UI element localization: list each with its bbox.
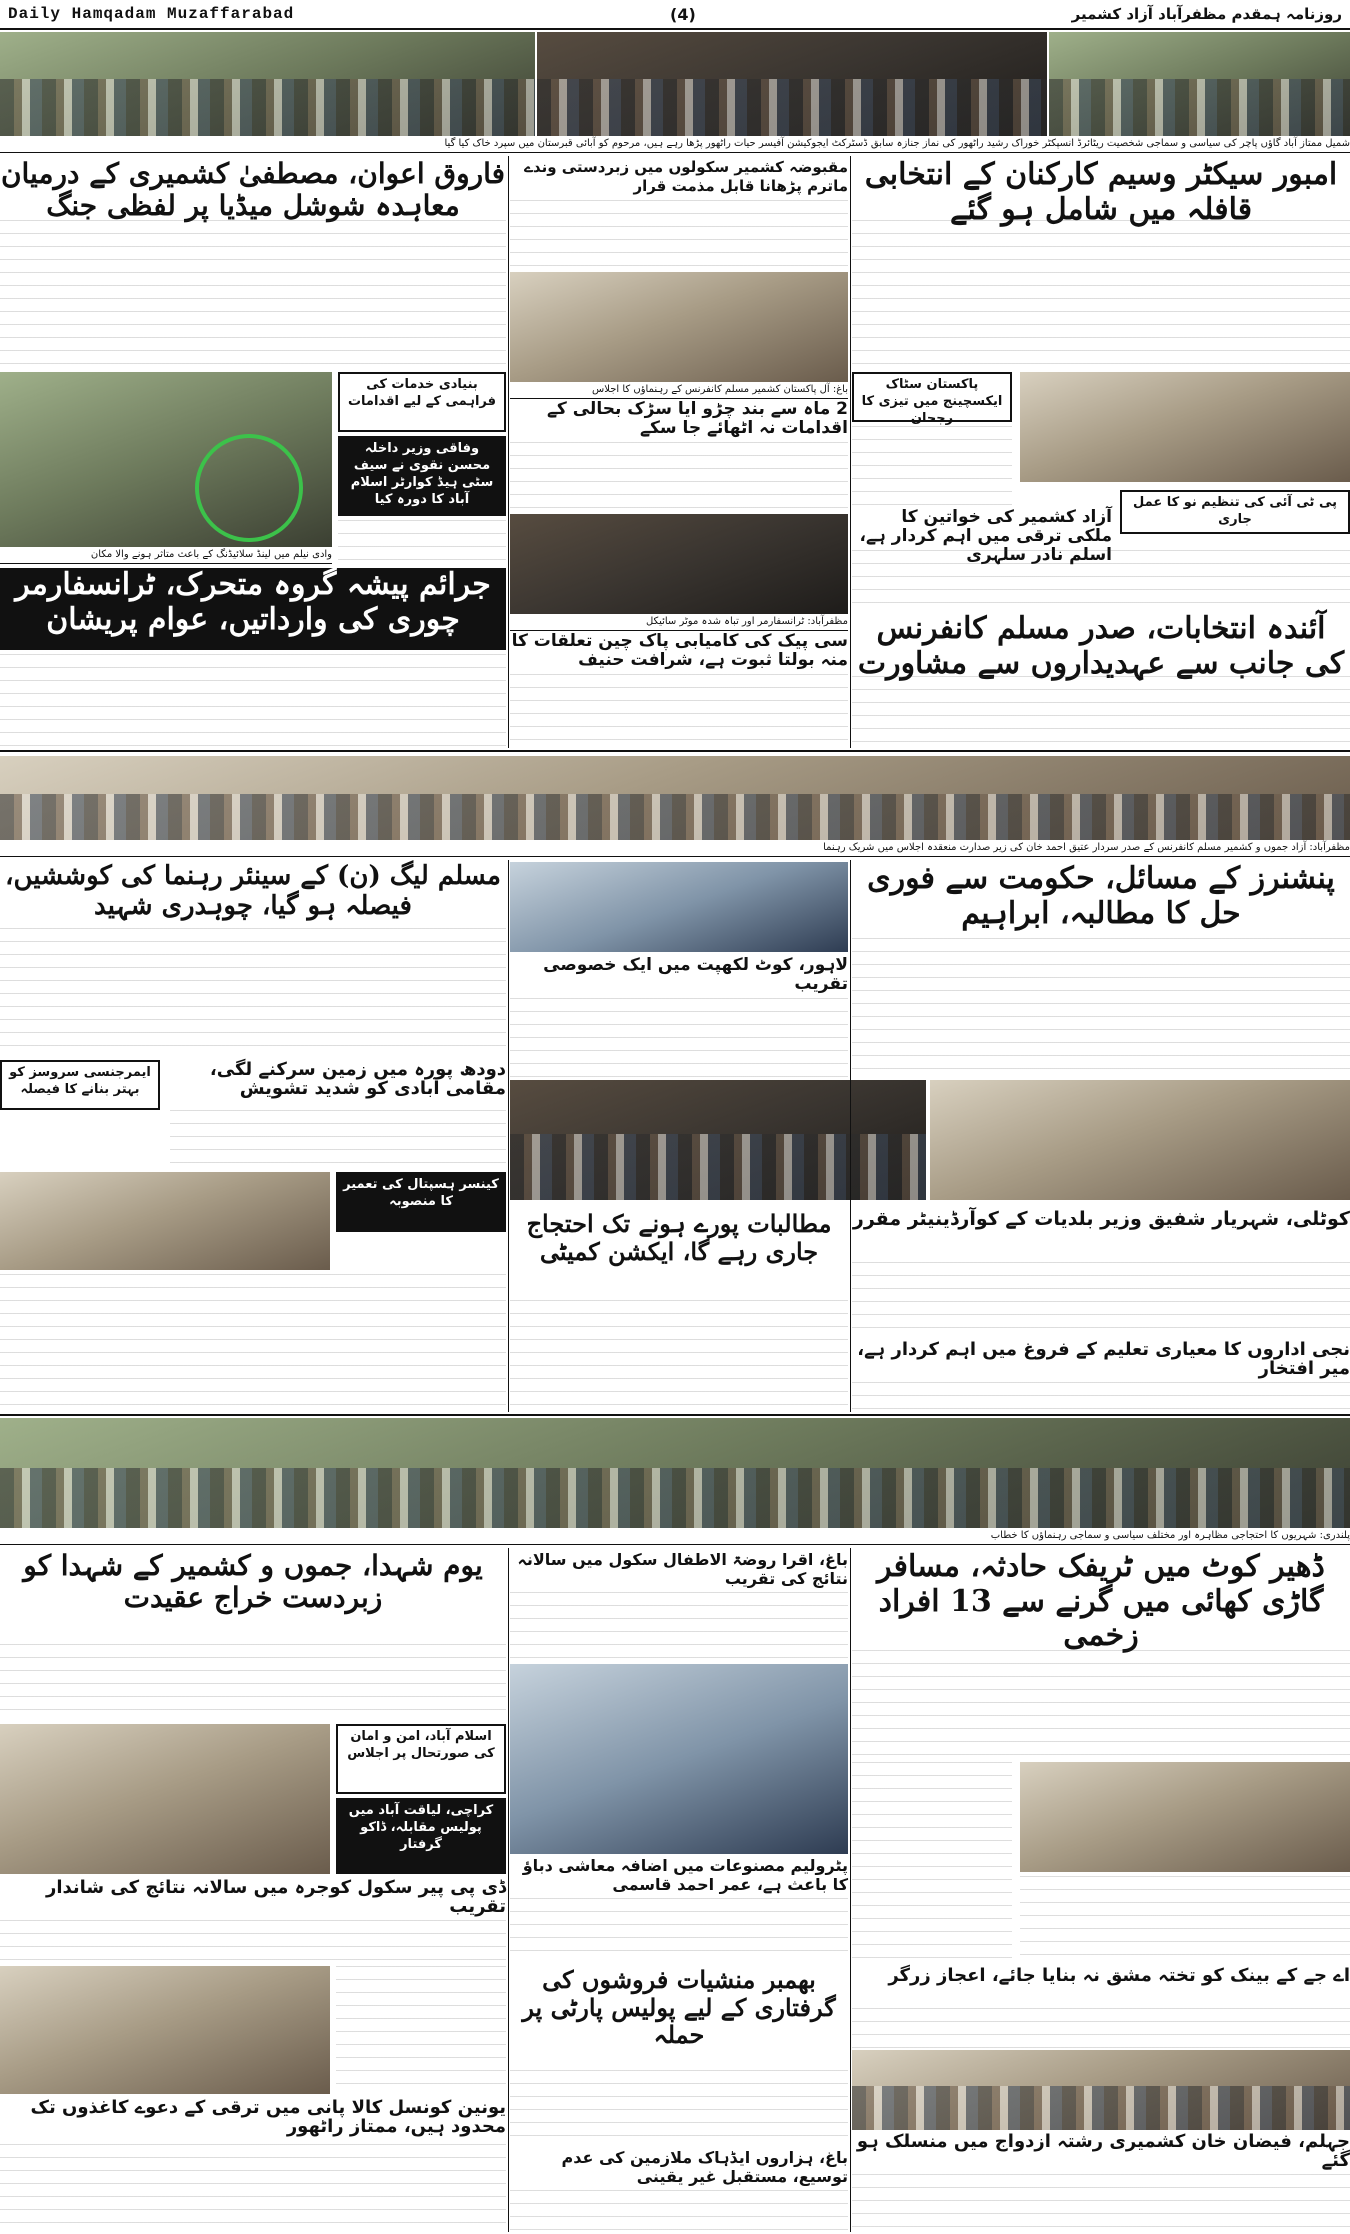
article-5-body (510, 200, 848, 270)
photo-office-meeting (1020, 1762, 1350, 1872)
mid-banner-caption: مظفرآباد: آزاد جموں و کشمیر مسلم کانفرنس کے صدر سردار عتیق احمد خان کی زیر صدارت منعقدہ اجلاس میں شریک رہنما (0, 842, 1350, 857)
caption-transformer: مظفرآباد: ٹرانسفارمر اور تباہ شدہ موٹر سائیکل (510, 616, 848, 631)
article-29-body (510, 2070, 848, 2146)
box-pti: پی ٹی آئی کی تنظیم نو کا عمل جاری (1120, 490, 1350, 534)
column-rule (508, 1548, 509, 2232)
article-14-body (0, 928, 506, 1058)
mid-banner-photo (0, 756, 1350, 840)
page-number: (4) (670, 4, 696, 24)
article-10-body (0, 654, 506, 746)
headline-3: جرائم پیشہ گروہ متحرک، ٹرانسفارمر چوری کی وارداتیں، عوام پریشان (0, 568, 506, 650)
banner-caption: شمیل ممتاز آباد گاؤں پاچر کی سیاسی و سماجی شخصیت ریٹائرڈ انسپکٹر خوراک رشید راٹھور کی نماز جنازہ سابق ڈسٹرکٹ ایجوکیشن آفیسر حیات راٹھور پڑھا رہے ہیں، مرحوم کو آبائی قبرستان میں سپرد خاک کیا گیا (0, 138, 1350, 153)
subhead-union-council: یونین کونسل کالا پانی میں ترقی کے دعوے کاغذوں تک محدود ہیں، ممتاز راٹھور (30, 2097, 506, 2137)
article-30-body (510, 2190, 848, 2230)
photo-hall (510, 1080, 926, 1200)
subhead-road: 2 ماہ سے بند چڑو ایا سڑک بحالی کے اقدامات نہ اٹھائے جا سکے (546, 399, 848, 438)
photo-result-ceremony (510, 1664, 848, 1854)
column-rule (850, 156, 851, 748)
urdu-title: روزنامہ ہمقدم مظفرآباد آزاد کشمیر (1071, 5, 1342, 23)
photo-wedding (852, 2050, 1350, 2130)
article-13-body (510, 998, 848, 1078)
article-20-body (852, 1650, 1350, 1760)
article-6-body (510, 442, 848, 512)
headline-1: امبور سیکٹر وسیم کارکنان کے انتخابی قافلہ میں شامل ہو گئے (864, 157, 1338, 227)
box-islamabad: اسلام آباد، امن و امان کی صورتحال پر اجلاس (336, 1724, 506, 1794)
box-services: بنیادی خدمات کی فراہمی کے لیے اقدامات (338, 372, 506, 432)
divider (0, 1414, 1350, 1416)
subhead-dpp-school: ڈی پی پیر سکول کوجرہ میں سالانہ نتائج کی شاندار تقریب (45, 1877, 506, 1917)
subhead-school-results: باغ، اقرا روضۃ الاطفال سکول میں سالانہ نتائج کی تقریب (517, 1550, 848, 1588)
box-stock-exchange: پاکستان سٹاک ایکسچینج میں تیزی کا رجحان (852, 372, 1012, 422)
article-26-body (0, 1920, 506, 1962)
headline-7: مطالبات پورے ہونے تک احتجاج جاری رہے گا، ایکشن کمیٹی (526, 1209, 832, 1266)
photo-women-event (1020, 372, 1350, 482)
banner-photo-left (0, 32, 535, 136)
subhead-ajk-bank: اے جے کے بینک کو تختہ مشق نہ بنایا جائے، اعجاز زرگر (888, 1965, 1350, 1986)
masthead (0, 0, 1350, 30)
article-16-body (852, 1262, 1350, 1338)
headline-2: فاروق اعوان، مصطفیٰ کشمیری کے درمیان معاہدہ شوشل میڈیا پر لفظی جنگ (0, 157, 506, 223)
subhead-cpec: سی پیک کی کامیابی پاک چین تعلقات کا منہ بولتا ثبوت ہے، شرافت حنیف (511, 631, 848, 670)
article-18-body (510, 1300, 848, 1412)
headline-10: بھمبر منشیات فروشوں کی گرفتاری کے لیے پولیس پارٹی پر حملہ (522, 1965, 836, 2050)
photo-meeting (510, 272, 848, 382)
photo-garlands (0, 1724, 330, 1874)
headline-9: ڈھیر کوٹ میں ٹریفک حادثہ، مسافر گاڑی کھائی میں گرنے سے 13 افراد زخمی (877, 1549, 1325, 1653)
article-8-body (0, 220, 506, 370)
headline-5: پنشنرز کے مسائل، حکومت سے فوری حل کا مطالبہ، ابراہیم (867, 861, 1335, 931)
subhead-women-role: آزاد کشمیر کی خواتین کا ملکی ترقی میں اہم کردار ہے، اسلم نادر سلہری (859, 507, 1112, 565)
photo-transformer (510, 514, 848, 614)
caption-landslide: وادی نیلم میں لینڈ سلائیڈنگ کے باعث متاثر ہونے والا مکان (0, 549, 332, 564)
subhead-land-slide: دودھ پورہ میں زمین سرکنے لگی، مقامی آبادی کو شدید تشویش (209, 1059, 506, 1099)
article-27-body (852, 2008, 1350, 2048)
article-2-body (852, 426, 1012, 506)
subhead-wedding: جہلم، فیضان خان کشمیری رشتہ ازدواج میں منسلک ہو گئے (856, 2131, 1350, 2171)
article-17-body (852, 1382, 1350, 1412)
photo-landslide (0, 372, 332, 547)
column-rule (850, 860, 851, 1412)
column-rule (850, 1548, 851, 2232)
article-21-body (852, 1762, 1012, 1962)
banner-photo-center (537, 32, 1047, 136)
article-24-body (510, 1898, 848, 1962)
subhead-vande-mataram: مقبوضہ کشمیر سکولوں میں زبردستی وندے ماترم پڑھانا قابل مذمت قرار (524, 158, 848, 195)
lower-banner-caption: پلندری: شہریوں کا احتجاجی مظاہرہ اور مختلف سیاسی و سماجی رہنماؤں کا خطاب (0, 1530, 1350, 1545)
article-15-body (170, 1110, 506, 1170)
article-22-body (1020, 1876, 1350, 1962)
box-safe-city: وفاقی وزیر داخلہ محسن نقوی نے سیف سٹی ہیڈ کوارٹر اسلام آباد کا دورہ کیا (338, 436, 506, 516)
subhead-petroleum: پٹرولیم مصنوعات میں اضافہ معاشی دباؤ کا باعث ہے، عمر احمد قاسمی (522, 1856, 848, 1894)
headline-6: مسلم لیگ (ن) کے سینئر رہنما کی کوششیں، فیصلہ ہو گیا، چوہدری شہید (5, 861, 501, 921)
photo-religious-leaders (510, 862, 848, 952)
photo-speakers (930, 1080, 1350, 1200)
article-9-body (338, 520, 506, 563)
article-1-body (852, 220, 1350, 370)
box-cancer: کینسر ہسپتال کی تعمیر کا منصوبہ (336, 1172, 506, 1232)
divider (0, 750, 1350, 752)
headline-8: یوم شہدا، جموں و کشمیر کے شہدا کو زبردست خراج عقیدت (23, 1549, 483, 1615)
article-4-body (852, 676, 1350, 746)
column-rule (508, 860, 509, 1412)
highlight-circle (195, 434, 303, 542)
caption-meeting: باغ: آل پاکستان کشمیر مسلم کانفرنس کے رہنماؤں کا اجلاس (510, 384, 848, 399)
box-emergency: ایمرجنسی سروسز کو بہتر بنانے کا فیصلہ (0, 1060, 160, 1110)
english-title: Daily Hamqadam Muzaffarabad (8, 5, 295, 23)
article-25-body (0, 1644, 506, 1722)
lower-banner-photo (0, 1418, 1350, 1528)
box-karachi: کراچی، لیاقت آباد میں پولیس مقابلہ، ڈاکو گرفتار (336, 1798, 506, 1874)
article-7-body (510, 674, 848, 746)
article-23-body (510, 1592, 848, 1662)
subhead-education: نجی اداروں کا معیاری تعلیم کے فروغ میں اہم کردار ہے، میر افتخار (857, 1339, 1350, 1379)
article-19-body (0, 1274, 506, 1412)
subhead-adhoc-employees: باغ، ہزاروں ایڈہاک ملازمین کی عدم توسیع، مستقبل غیر یقینی (561, 2148, 848, 2186)
headline-4: آئندہ انتخابات، صدر مسلم کانفرنس کی جانب سے عہدیداروں سے مشاورت (857, 611, 1345, 681)
photo-office (0, 1172, 330, 1270)
column-rule (508, 156, 509, 748)
article-3-body (852, 550, 1350, 610)
article-31-body (336, 1966, 506, 2094)
article-11-body (852, 938, 1350, 1078)
banner-photo-right (1049, 32, 1350, 136)
article-28-body (852, 2174, 1350, 2230)
subhead-kotli: کوٹلی، شہریار شفیق وزیر بلدیات کے کوآرڈینیٹر مقرر (852, 1208, 1350, 1230)
photo-prayer (0, 1966, 330, 2094)
subhead-lahore: لاہور، کوٹ لکھپت میں ایک خصوصی تقریب (543, 955, 848, 994)
article-32-body (0, 2144, 506, 2230)
